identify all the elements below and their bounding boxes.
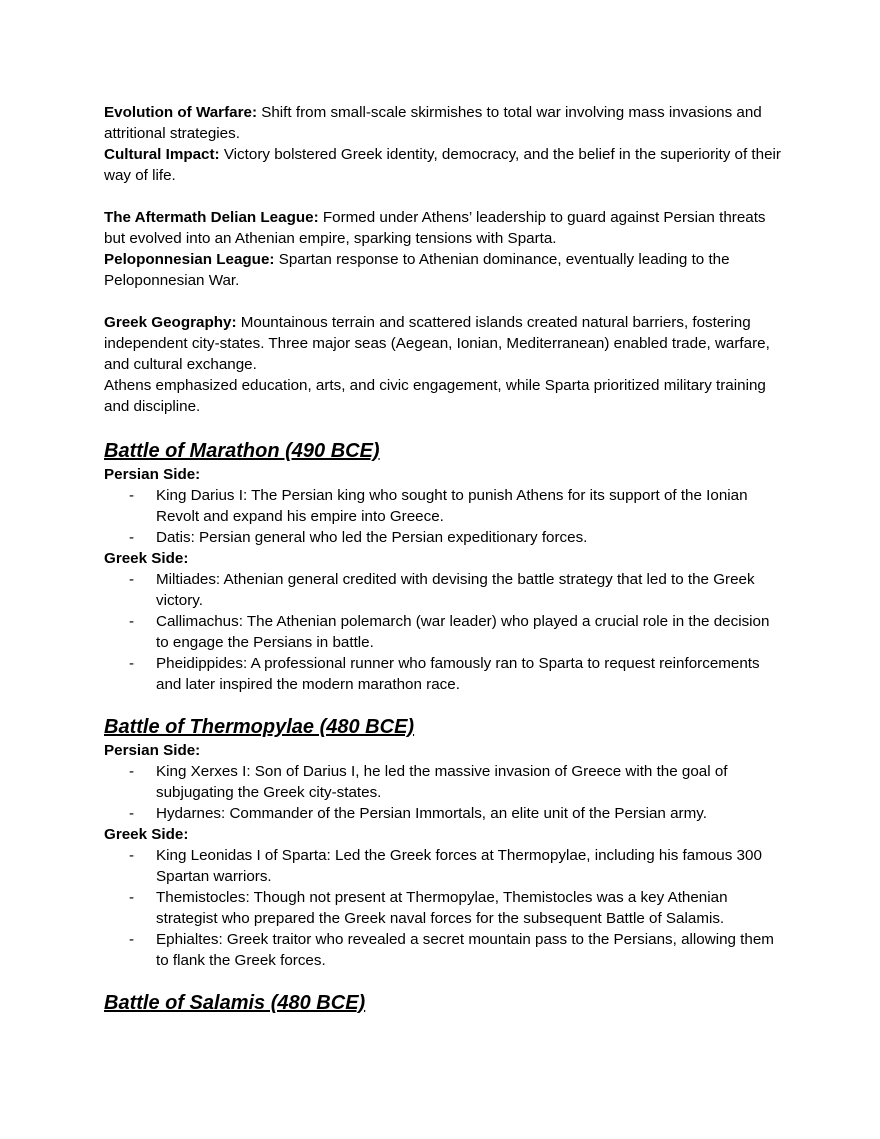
- heading-battle-of-thermopylae: Battle of Thermopylae (480 BCE): [104, 716, 415, 738]
- list-item-text: Callimachus: The Athenian polemarch (war leader) who played a crucial role in the decision to engage the Persians in battle.: [156, 613, 770, 651]
- bullet-dash: -: [129, 847, 135, 864]
- paragraph-athens-sparta: Athens emphasized education, arts, and civic engagement, while Sparta prioritized military training and discipline.: [104, 377, 766, 415]
- marathon-persian-list: [104, 485, 784, 548]
- thermopylae-persian-list: [104, 761, 784, 824]
- bullet-dash: -: [129, 931, 135, 948]
- list-item: [104, 845, 784, 887]
- term-evolution-of-warfare: Evolution of Warfare:: [104, 104, 258, 121]
- list-item-text: Datis: Persian general who led the Persian expeditionary forces.: [156, 529, 588, 546]
- paragraph-evolution-of-warfare: [104, 102, 784, 144]
- heading-battle-of-salamis: Battle of Salamis (480 BCE): [104, 992, 366, 1014]
- spacer: [104, 186, 784, 207]
- heading-battle-of-marathon: Battle of Marathon (490 BCE): [104, 440, 380, 462]
- text-evolution-of-warfare: Shift from small-scale skirmishes to total war involving mass invasions and attritional strategies.: [104, 104, 762, 142]
- list-item-text: King Darius I: The Persian king who sought to punish Athens for its support of the Ionian Revolt and expand his empire into Greece.: [156, 487, 748, 525]
- thermopylae-greek-list: [104, 845, 784, 971]
- list-item: [104, 761, 784, 803]
- text-cultural-impact: Victory bolstered Greek identity, democracy, and the belief in the superiority of their way of life.: [104, 146, 781, 184]
- paragraph-cultural-impact: [104, 144, 784, 186]
- list-item: [104, 527, 784, 548]
- bullet-dash: -: [129, 889, 135, 906]
- marathon-greek-list: [104, 569, 784, 695]
- term-delian-league: The Aftermath Delian League:: [104, 209, 319, 226]
- list-item-text: Miltiades: Athenian general credited with devising the battle strategy that led to the Greek victory.: [156, 571, 755, 609]
- document-body: [104, 102, 784, 1015]
- list-item-text: King Xerxes I: Son of Darius I, he led the massive invasion of Greece with the goal of subjugating the Greek city-states.: [156, 763, 728, 801]
- list-item: [104, 803, 784, 824]
- paragraph-delian-league: [104, 207, 784, 249]
- list-item: [104, 653, 784, 695]
- list-item-text: Hydarnes: Commander of the Persian Immortals, an elite unit of the Persian army.: [156, 805, 707, 822]
- bullet-dash: -: [129, 487, 135, 504]
- bullet-dash: -: [129, 655, 135, 672]
- marathon-persian-side-label: Persian Side:: [104, 466, 201, 483]
- list-item: [104, 485, 784, 527]
- list-item: [104, 611, 784, 653]
- thermopylae-persian-side-label: Persian Side:: [104, 742, 201, 759]
- term-cultural-impact: Cultural Impact:: [104, 146, 220, 163]
- bullet-dash: -: [129, 571, 135, 588]
- list-item: [104, 887, 784, 929]
- bullet-dash: -: [129, 805, 135, 822]
- term-greek-geography: Greek Geography:: [104, 314, 237, 331]
- list-item: [104, 569, 784, 611]
- list-item-text: King Leonidas I of Sparta: Led the Greek forces at Thermopylae, including his famous 300 Spartan warriors.: [156, 847, 762, 885]
- text-peloponnesian-league: Spartan response to Athenian dominance, eventually leading to the Peloponnesian War.: [104, 251, 730, 289]
- bullet-dash: -: [129, 763, 135, 780]
- text-delian-league: Formed under Athens’ leadership to guard against Persian threats but evolved into an Athenian empire, sparking tensions with Sparta.: [104, 209, 766, 247]
- text-greek-geography: Mountainous terrain and scattered islands created natural barriers, fostering independent city-states. Three major seas (Aegean, Ionian, Mediterranean) enabled trade, warfare, and cultural exchange.: [104, 314, 770, 373]
- thermopylae-greek-side-label: Greek Side:: [104, 826, 189, 843]
- bullet-dash: -: [129, 529, 135, 546]
- marathon-greek-side-label: Greek Side:: [104, 550, 189, 567]
- list-item: [104, 929, 784, 971]
- list-item-text: Themistocles: Though not present at Thermopylae, Themistocles was a key Athenian strategist who prepared the Greek naval forces for the subsequent Battle of Salamis.: [156, 889, 728, 927]
- paragraph-greek-geography: [104, 312, 784, 375]
- term-peloponnesian-league: Peloponnesian League:: [104, 251, 275, 268]
- paragraph-peloponnesian-league: [104, 249, 784, 291]
- list-item-text: Ephialtes: Greek traitor who revealed a secret mountain pass to the Persians, allowing them to flank the Greek forces.: [156, 931, 774, 969]
- list-item-text: Pheidippides: A professional runner who famously ran to Sparta to request reinforcements and later inspired the modern marathon race.: [156, 655, 760, 693]
- spacer: [104, 291, 784, 312]
- bullet-dash: -: [129, 613, 135, 630]
